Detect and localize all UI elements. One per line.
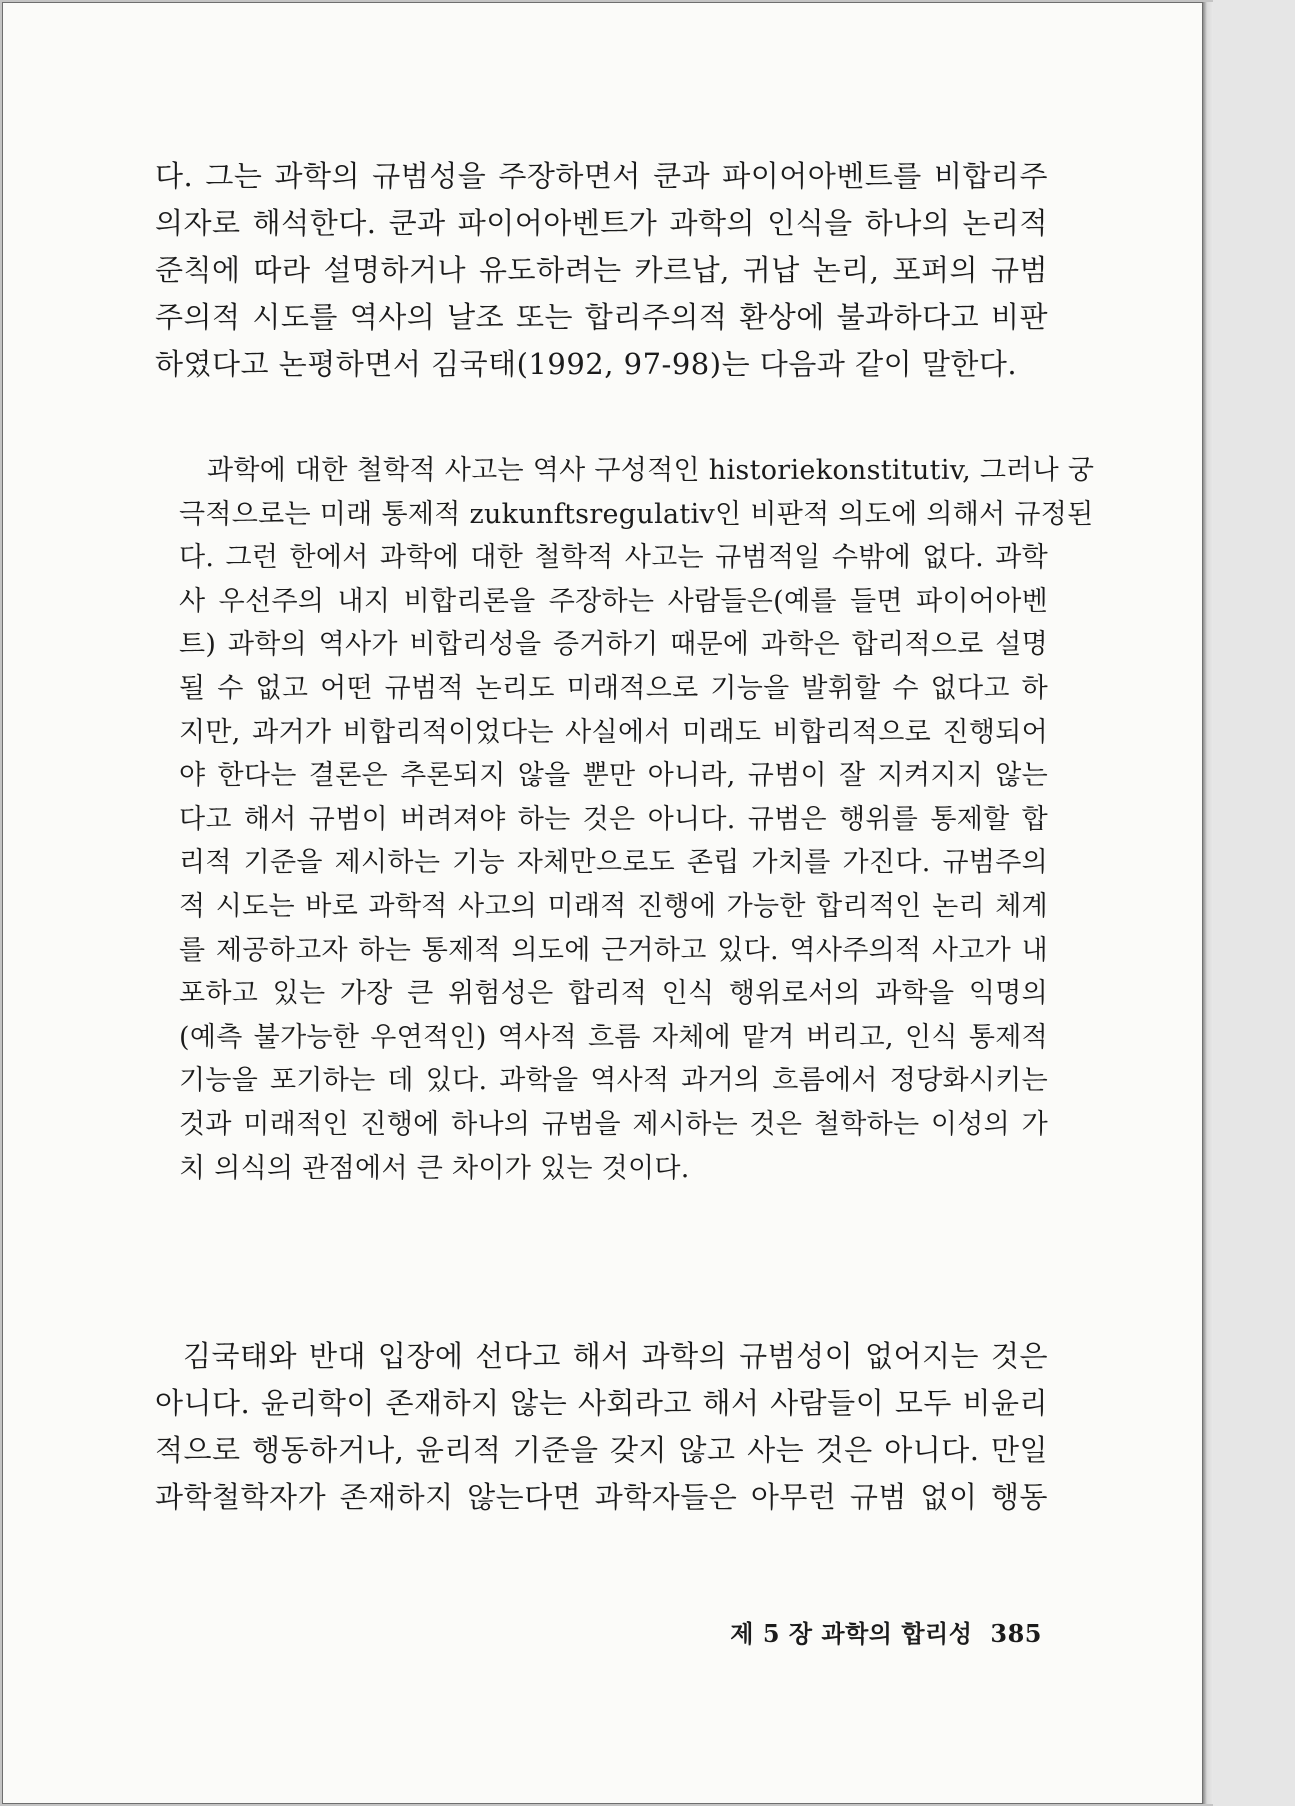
quote-line: 될 수 없고 어떤 규범적 논리도 미래적으로 기능을 발휘할 수 없다고 하 — [179, 672, 1048, 704]
text-line: 과학철학자가 존재하지 않는다면 과학자들은 아무런 규범 없이 행동 — [155, 1480, 1048, 1514]
book-page — [2, 2, 1203, 1804]
text-line: 김국태와 반대 입장에 선다고 해서 과학의 규범성이 없어지는 것은 — [183, 1339, 1048, 1373]
quote-line: 포하고 있는 가장 큰 위험성은 합리적 인식 행위로서의 과학을 익명의 — [179, 978, 1048, 1010]
quote-line: 기능을 포기하는 데 있다. 과학을 역사적 과거의 흐름에서 정당화시키는 — [179, 1065, 1048, 1097]
quote-line: 야 한다는 결론은 추론되지 않을 뿐만 아니라, 규범이 잘 지켜지지 않는 — [179, 760, 1048, 792]
quote-line: 다. 그런 한에서 과학에 대한 철학적 사고는 규범적일 수밖에 없다. 과학 — [179, 542, 1048, 574]
paragraph-1 — [155, 153, 1048, 388]
page-number: 385 — [990, 1619, 1042, 1648]
text-line: 아니다. 윤리학이 존재하지 않는 사회라고 해서 사람들이 모두 비윤리 — [155, 1386, 1048, 1420]
viewer-gutter — [1213, 0, 1295, 1806]
quote-line: (예측 불가능한 우연적인) 역사적 흐름 자체에 맡겨 버리고, 인식 통제적 — [179, 1021, 1048, 1053]
quote-line: 다고 해서 규범이 버려져야 하는 것은 아니다. 규범은 행위를 통제할 합 — [179, 803, 1048, 835]
quote-line: 극적으로는 미래 통제적 zukunftsregulativ인 비판적 의도에 의해서 규정된 — [179, 498, 1094, 530]
page-footer — [730, 1614, 1042, 1649]
paragraph-2 — [155, 1333, 1048, 1521]
text-line: 주의적 시도를 역사의 날조 또는 합리주의적 환상에 불과하다고 비판 — [155, 300, 1048, 334]
quote-line: 리적 기준을 제시하는 기능 자체만으로도 존립 가치를 가진다. 규범주의 — [179, 847, 1048, 879]
quote-line: 치 의식의 관점에서 큰 차이가 있는 것이다. — [179, 1152, 690, 1184]
chapter-title: 제 5 장 과학의 합리성 — [730, 1619, 973, 1648]
text-line: 준칙에 따라 설명하거나 유도하려는 카르납, 귀납 논리, 포퍼의 규범 — [155, 253, 1048, 287]
quote-line: 것과 미래적인 진행에 하나의 규범을 제시하는 것은 철학하는 이성의 가 — [179, 1108, 1048, 1140]
quote-line: 를 제공하고자 하는 통제적 의도에 근거하고 있다. 역사주의적 사고가 내 — [179, 934, 1048, 966]
page-edge-shadow — [1203, 2, 1213, 1804]
quote-line: 지만, 과거가 비합리적이었다는 사실에서 미래도 비합리적으로 진행되어 — [179, 716, 1048, 748]
text-line: 다. 그는 과학의 규범성을 주장하면서 쿤과 파이어아벤트를 비합리주 — [155, 159, 1048, 193]
quote-line: 적 시도는 바로 과학적 사고의 미래적 진행에 가능한 합리적인 논리 체계 — [179, 890, 1048, 922]
text-line: 하였다고 논평하면서 김국태(1992, 97-98)는 다음과 같이 말한다. — [155, 347, 1018, 381]
text-line: 적으로 행동하거나, 윤리적 기준을 갖지 않고 사는 것은 아니다. 만일 — [155, 1433, 1048, 1467]
quote-line: 사 우선주의 내지 비합리론을 주장하는 사람들은(예를 들면 파이어아벤 — [179, 585, 1048, 617]
quote-line: 과학에 대한 철학적 사고는 역사 구성적인 historiekonstitutiv, 그러나 궁 — [207, 455, 1095, 486]
block-quote — [179, 449, 1095, 1190]
text-line: 의자로 해석한다. 쿤과 파이어아벤트가 과학의 인식을 하나의 논리적 — [155, 206, 1048, 240]
quote-line: 트) 과학의 역사가 비합리성을 증거하기 때문에 과학은 합리적으로 설명 — [179, 629, 1048, 661]
